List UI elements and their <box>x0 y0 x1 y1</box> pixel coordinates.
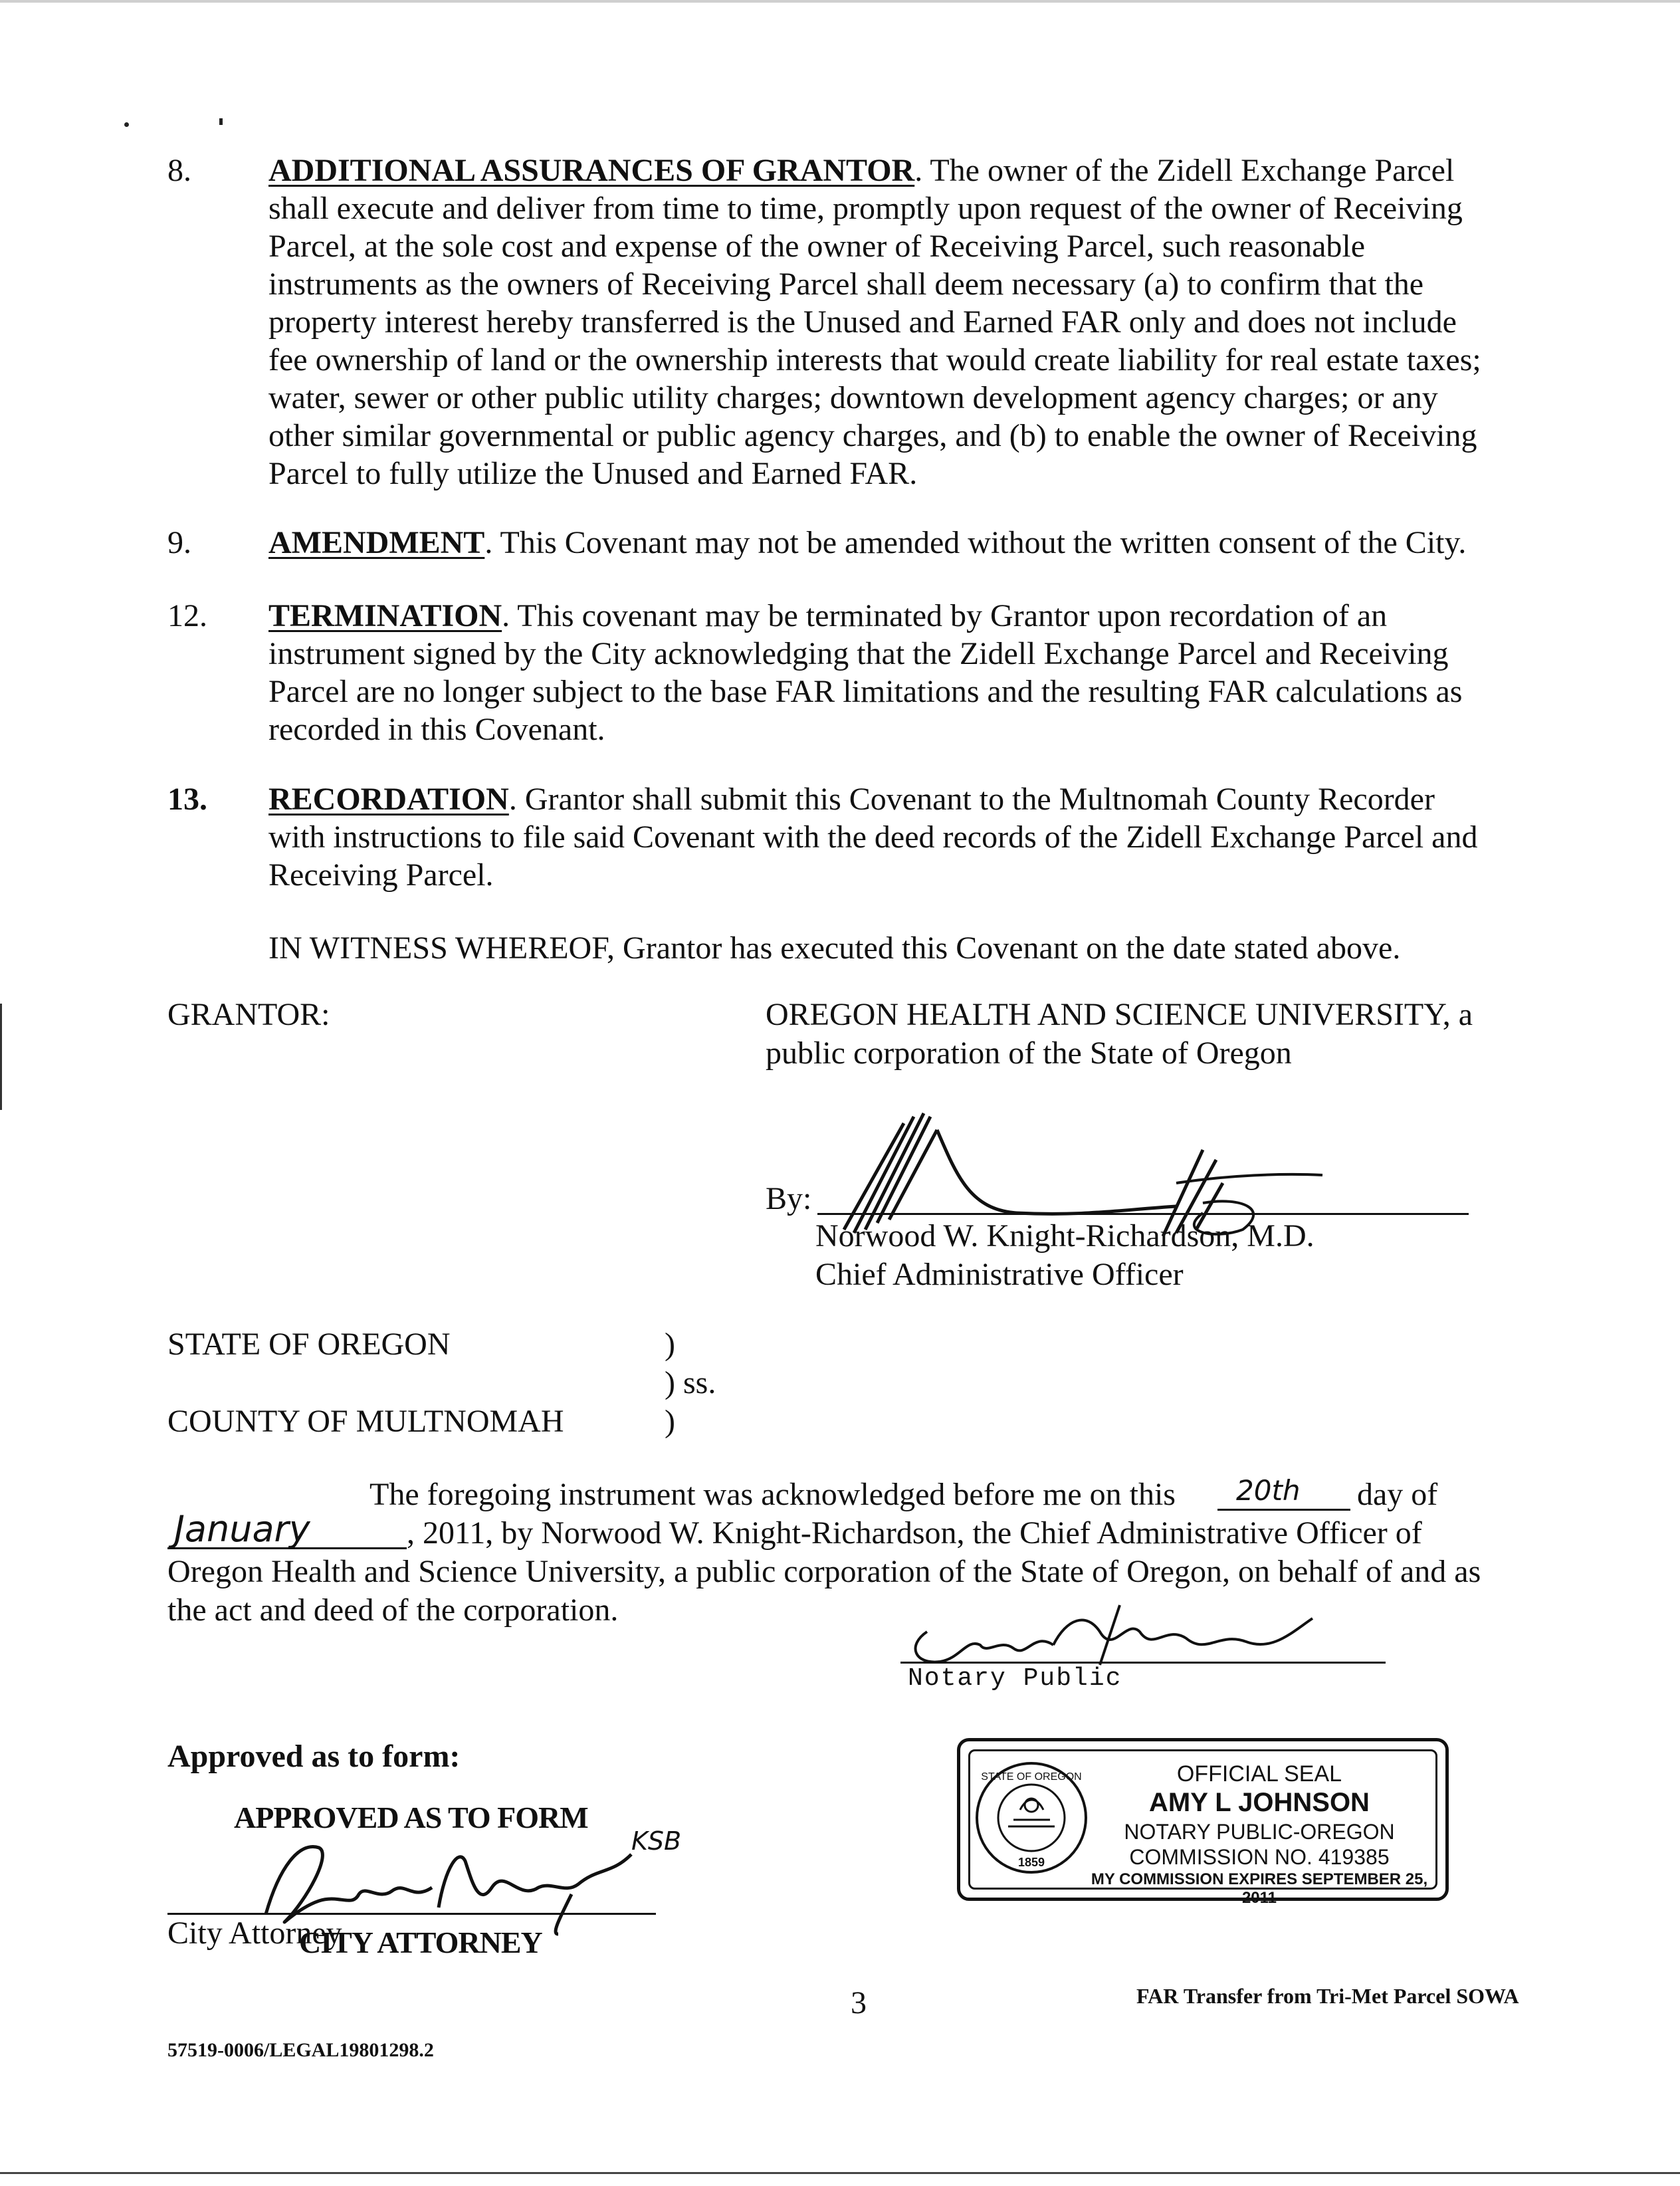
clause-heading: ADDITIONAL ASSURANCES OF GRANTOR <box>268 153 915 188</box>
oregon-state-seal-emblem <box>974 1760 1090 1876</box>
scan-speck <box>219 118 223 125</box>
clause-number: 9. <box>167 525 191 560</box>
approval-line-label: City Attorney <box>167 1915 342 1951</box>
clause-line: recorded in this Covenant. <box>268 712 605 747</box>
footer-doc-id: 57519-0006/LEGAL19801298.2 <box>167 2039 434 2061</box>
clause-line <box>268 152 1604 189</box>
clause-line: water, sewer or other public utility charges; downtown development agency charges; or any <box>268 380 1438 415</box>
ack-line2-post: , 2011, by Norwood W. Knight-Richardson, the Chief Administrative Officer of <box>407 1515 1422 1551</box>
ack-line3: Oregon Health and Science University, a public corporation of the State of Oregon, on behalf of and as <box>167 1554 1481 1589</box>
clause-line <box>268 597 1604 635</box>
clause-line: Parcel to fully utilize the Unused and Earned FAR. <box>268 456 918 491</box>
seal-commission: COMMISSION NO. 419385 <box>1129 1845 1390 1869</box>
signer-name: Norwood W. Knight-Richardson, M.D. <box>815 1218 1314 1254</box>
witness-statement: IN WITNESS WHEREOF, Grantor has executed this Covenant on the date stated above. <box>268 930 1401 966</box>
venue-paren-bottom: ) <box>665 1404 675 1439</box>
clause-line <box>268 524 1604 562</box>
ack-day-handwritten: 20th <box>1236 1474 1301 1507</box>
scan-bottom-line <box>0 2172 1680 2174</box>
clause-heading: TERMINATION <box>268 598 502 633</box>
venue-paren-ss: ) ss. <box>665 1365 716 1400</box>
clause-line <box>268 780 1604 818</box>
approval-stamp-top: APPROVED AS TO FORM <box>234 1801 588 1834</box>
approval-initials: KSB <box>631 1826 682 1856</box>
clause-heading: AMENDMENT <box>268 525 485 560</box>
scan-speck <box>124 122 129 127</box>
footer-doc-title: FAR Transfer from Tri-Met Parcel SOWA <box>1136 1984 1519 2008</box>
ack-line4: the act and deed of the corporation. <box>167 1592 619 1628</box>
clause-line: with instructions to file said Covenant with the deed records of the Zidell Exchange Parcel and <box>268 820 1478 855</box>
approval-stamp-bottom: CITY ATTORNEY <box>299 1925 542 1959</box>
seal-role: NOTARY PUBLIC-OREGON <box>1124 1820 1395 1844</box>
ack-month-handwritten: January <box>174 1508 310 1550</box>
ack-day-blank <box>1217 1509 1350 1511</box>
emblem-top-text: STATE OF OREGON <box>981 1771 1082 1783</box>
clause-line: shall execute and deliver from time to time, promptly upon request of the owner of Receiving <box>268 191 1463 226</box>
clause-line: Parcel, at the sole cost and expense of the owner of Receiving Parcel, such reasonable <box>268 229 1366 264</box>
grantor-label: GRANTOR: <box>167 997 330 1032</box>
page-number: 3 <box>851 1985 867 2021</box>
clause-text: . This covenant may be terminated by Grantor upon recordation of an <box>502 598 1388 633</box>
grantor-entity-line2: public corporation of the State of Oregon <box>766 1036 1292 1071</box>
notary-label: Notary Public <box>908 1664 1122 1693</box>
clause-number: 13. <box>167 782 207 817</box>
clause-line: Receiving Parcel. <box>268 857 494 893</box>
grantor-entity-line1: OREGON HEALTH AND SCIENCE UNIVERSITY, a <box>766 997 1473 1032</box>
clause-line: other similar governmental or public agency charges, and (b) to enable the owner of Receiving <box>268 418 1477 453</box>
clause-line: fee ownership of land or the ownership interests that would create liability for real estate taxes; <box>268 342 1481 378</box>
seal-title: OFFICIAL SEAL <box>1176 1761 1342 1787</box>
clause-text: . Grantor shall submit this Covenant to the Multnomah County Recorder <box>508 782 1435 817</box>
clause-text: . The owner of the Zidell Exchange Parcel <box>914 153 1455 188</box>
seal-text-block <box>1080 1760 1439 1907</box>
scan-top-edge <box>0 0 1680 3</box>
signer-title: Chief Administrative Officer <box>815 1257 1184 1292</box>
seal-name: AMY L JOHNSON <box>1149 1788 1370 1817</box>
grantor-signature-line <box>817 1213 1469 1215</box>
by-label: By: <box>766 1181 812 1216</box>
ack-month-blank <box>167 1547 407 1549</box>
seal-expires: MY COMMISSION EXPIRES SEPTEMBER 25, 2011 <box>1091 1870 1428 1907</box>
emblem-year-text: 1859 <box>1017 1856 1045 1869</box>
clause-heading: RECORDATION <box>268 782 509 817</box>
clause-line: property interest hereby transferred is the Unused and Earned FAR only and does not include <box>268 304 1457 340</box>
approval-label: Approved as to form: <box>167 1739 461 1774</box>
ack-line1-post: day of <box>1357 1477 1438 1512</box>
venue-state: STATE OF OREGON <box>167 1327 451 1362</box>
clause-text: . This Covenant may not be amended without the written consent of the City. <box>484 525 1467 560</box>
scan-left-mark <box>0 1004 2 1110</box>
venue-paren-top: ) <box>665 1327 675 1362</box>
notary-signature-line <box>900 1662 1386 1664</box>
clause-number: 12. <box>167 598 207 633</box>
clause-line: Parcel are no longer subject to the base FAR limitations and the resulting FAR calculations as <box>268 674 1463 709</box>
clause-line: instruments as the owners of Receiving Parcel shall deem necessary (a) to confirm that the <box>268 267 1424 302</box>
clause-line: instrument signed by the City acknowledging that the Zidell Exchange Parcel and Receiving <box>268 636 1449 671</box>
clause-number: 8. <box>167 153 191 188</box>
ack-line1-pre: The foregoing instrument was acknowledged before me on this <box>369 1477 1176 1512</box>
venue-county: COUNTY OF MULTNOMAH <box>167 1404 564 1439</box>
notary-seal <box>957 1738 1449 1907</box>
